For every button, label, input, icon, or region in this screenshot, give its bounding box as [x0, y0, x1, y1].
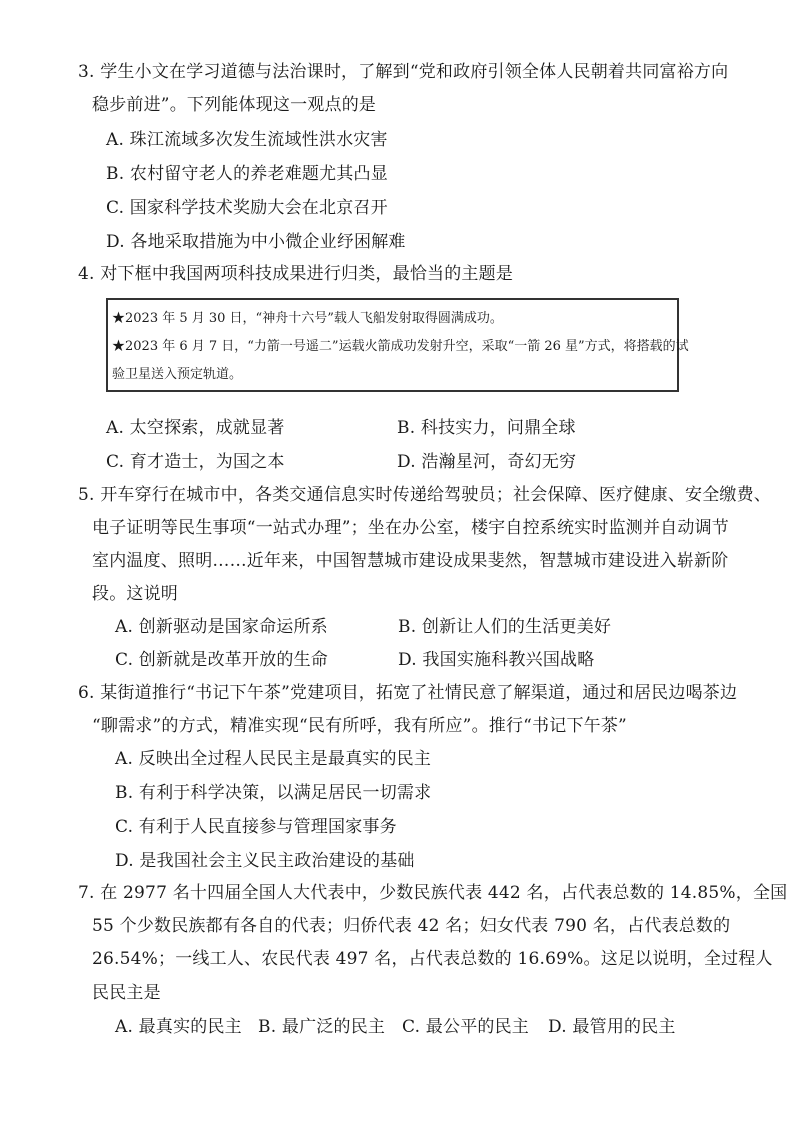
- q4-option-a: A. 太空探索，成就显著: [106, 418, 285, 438]
- q5-option-a: A. 创新驱动是国家命运所系: [115, 617, 328, 637]
- q5-stem-line-1: 5. 开车穿行在城市中，各类交通信息实时传递给驾驶员；社会保障、医疗健康、安全缴费、: [78, 485, 772, 505]
- q7-option-d: D. 最管用的民主: [548, 1017, 676, 1037]
- q4-info-box: [106, 298, 689, 392]
- q3-option-c: C. 国家科学技术奖励大会在北京召开: [106, 198, 388, 218]
- q5-option-d: D. 我国实施科教兴国战略: [398, 650, 595, 670]
- q5-option-c: C. 创新就是改革开放的生命: [115, 650, 329, 670]
- q5-option-b: B. 创新让人们的生活更美好: [398, 617, 612, 637]
- q4-option-c: C. 育才造士，为国之本: [106, 452, 285, 472]
- q3-option-a: A. 珠江流域多次发生流域性洪水灾害: [106, 130, 388, 150]
- q7-stem-line-3: 26.54%；一线工人、农民代表 497 名，占代表总数的 16.69%。这足以说明，全过程人: [92, 949, 773, 969]
- q6-option-c: C. 有利于人民直接参与管理国家事务: [115, 817, 397, 837]
- q5-stem-line-2: 电子证明等民生事项“一站式办理”；坐在办公室，楼宇自控系统实时监测并自动调节: [92, 518, 729, 538]
- q4-box-line-3: 验卫星送入预定轨道。: [112, 367, 243, 382]
- q4-box-line-1: ★2023 年 5 月 30 日，“神舟十六号”载人飞船发射取得圆满成功。: [112, 311, 503, 326]
- q3-option-d: D. 各地采取措施为中小微企业纾困解难: [106, 232, 406, 252]
- q7-stem-line-4: 民民主是: [92, 983, 161, 1003]
- q7-option-b: B. 最广泛的民主: [258, 1017, 386, 1037]
- q3-stem-line-1: 3. 学生小文在学习道德与法治课时，了解到“党和政府引领全体人民朝着共同富裕方向: [78, 62, 729, 82]
- q4-option-b: B. 科技实力，问鼎全球: [397, 418, 576, 438]
- q6-option-b: B. 有利于科学决策，以满足居民一切需求: [115, 783, 432, 803]
- q6-stem-line-2: “聊需求”的方式，精准实现“民有所呼，我有所应”。推行“书记下午茶”: [92, 716, 627, 736]
- q4-option-d: D. 浩瀚星河，奇幻无穷: [397, 452, 577, 472]
- q4-box-line-2: ★2023 年 6 月 7 日，“力箭一号遥二”运载火箭成功发射升空，采取“一箭 26 星”方式，将搭载的试: [112, 339, 689, 354]
- q6-option-a: A. 反映出全过程人民民主是最真实的民主: [115, 749, 432, 769]
- q3-stem-line-2: 稳步前进”。下列能体现这一观点的是: [92, 95, 377, 115]
- q3-option-b: B. 农村留守老人的养老难题尤其凸显: [106, 164, 388, 184]
- q7-option-a: A. 最真实的民主: [115, 1017, 242, 1037]
- q6-stem-line-1: 6. 某街道推行“书记下午茶”党建项目，拓宽了社情民意了解渠道，通过和居民边喝茶边: [78, 683, 738, 703]
- q7-stem-line-2: 55 个少数民族都有各自的代表；归侨代表 42 名；妇女代表 790 名，占代表总数的: [92, 916, 731, 936]
- q7-stem-line-1: 7. 在 2977 名十四届全国人大代表中，少数民族代表 442 名，占代表总数的 14.85%，全国: [78, 883, 788, 903]
- q4-stem: 4. 对下框中我国两项科技成果进行归类，最恰当的主题是: [78, 264, 514, 284]
- q7-option-c: C. 最公平的民主: [402, 1017, 530, 1037]
- q6-option-d: D. 是我国社会主义民主政治建设的基础: [115, 851, 415, 871]
- q5-stem-line-3: 室内温度、照明……近年来，中国智慧城市建设成果斐然，智慧城市建设进入崭新阶: [92, 551, 729, 571]
- q5-stem-line-4: 段。这说明: [92, 584, 178, 604]
